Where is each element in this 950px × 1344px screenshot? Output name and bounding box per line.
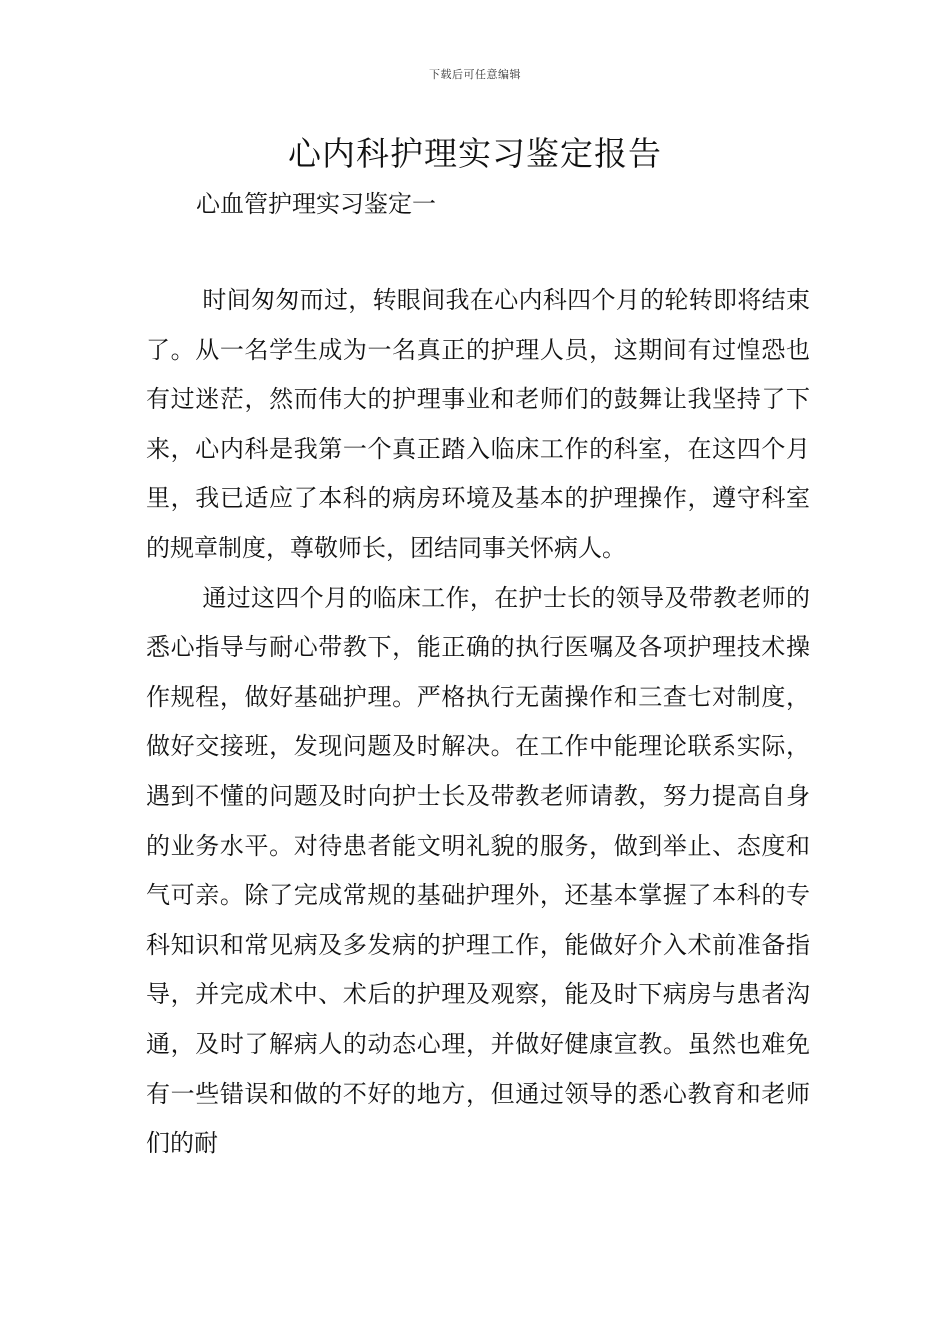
header-note: 下载后可任意编辑 <box>429 68 521 81</box>
paragraph-2: 通过这四个月的临床工作，在护士长的领导及带教老师的悉心指导与耐心带教下，能正确的执行医嘱及各项护理技术操作规程，做好基础护理。严格执行无菌操作和三查七对制度，做好交接班，发现问题及时解决。在工作中能理论联系实际，遇到不懂的问题及时向护士长及带教老师请教，努力提高自身的业务水平。对待患者能文明礼貌的服务，做到举止、态度和气可亲。除了完成常规的基础护理外，还基本掌握了本科的专科知识和常见病及多发病的护理工作，能做好介入术前准备指导，并完成术中、术后的护理及观察，能及时下病房与患者沟通，及时了解病人的动态心理，并做好健康宣教。虽然也难免有一些错误和做的不好的地方，但通过领导的悉心教育和老师们的耐 <box>146 583 810 1158</box>
paragraph-1: 时间匆匆而过，转眼间我在心内科四个月的轮转即将结束了。从一名学生成为一名真正的护理人员，这期间有过惶恐也有过迷茫，然而伟大的护理事业和老师们的鼓舞让我坚持了下来，心内科是我第一个真正踏入临床工作的科室，在这四个月里，我已适应了本科的病房环境及基本的护理操作，遵守科室的规章制度，尊敬师长，团结同事关怀病人。 <box>146 286 810 562</box>
document-title: 心内科护理实习鉴定报告 <box>288 134 662 173</box>
document-body <box>146 276 810 1169</box>
document-subtitle: 心血管护理实习鉴定一 <box>196 190 436 218</box>
